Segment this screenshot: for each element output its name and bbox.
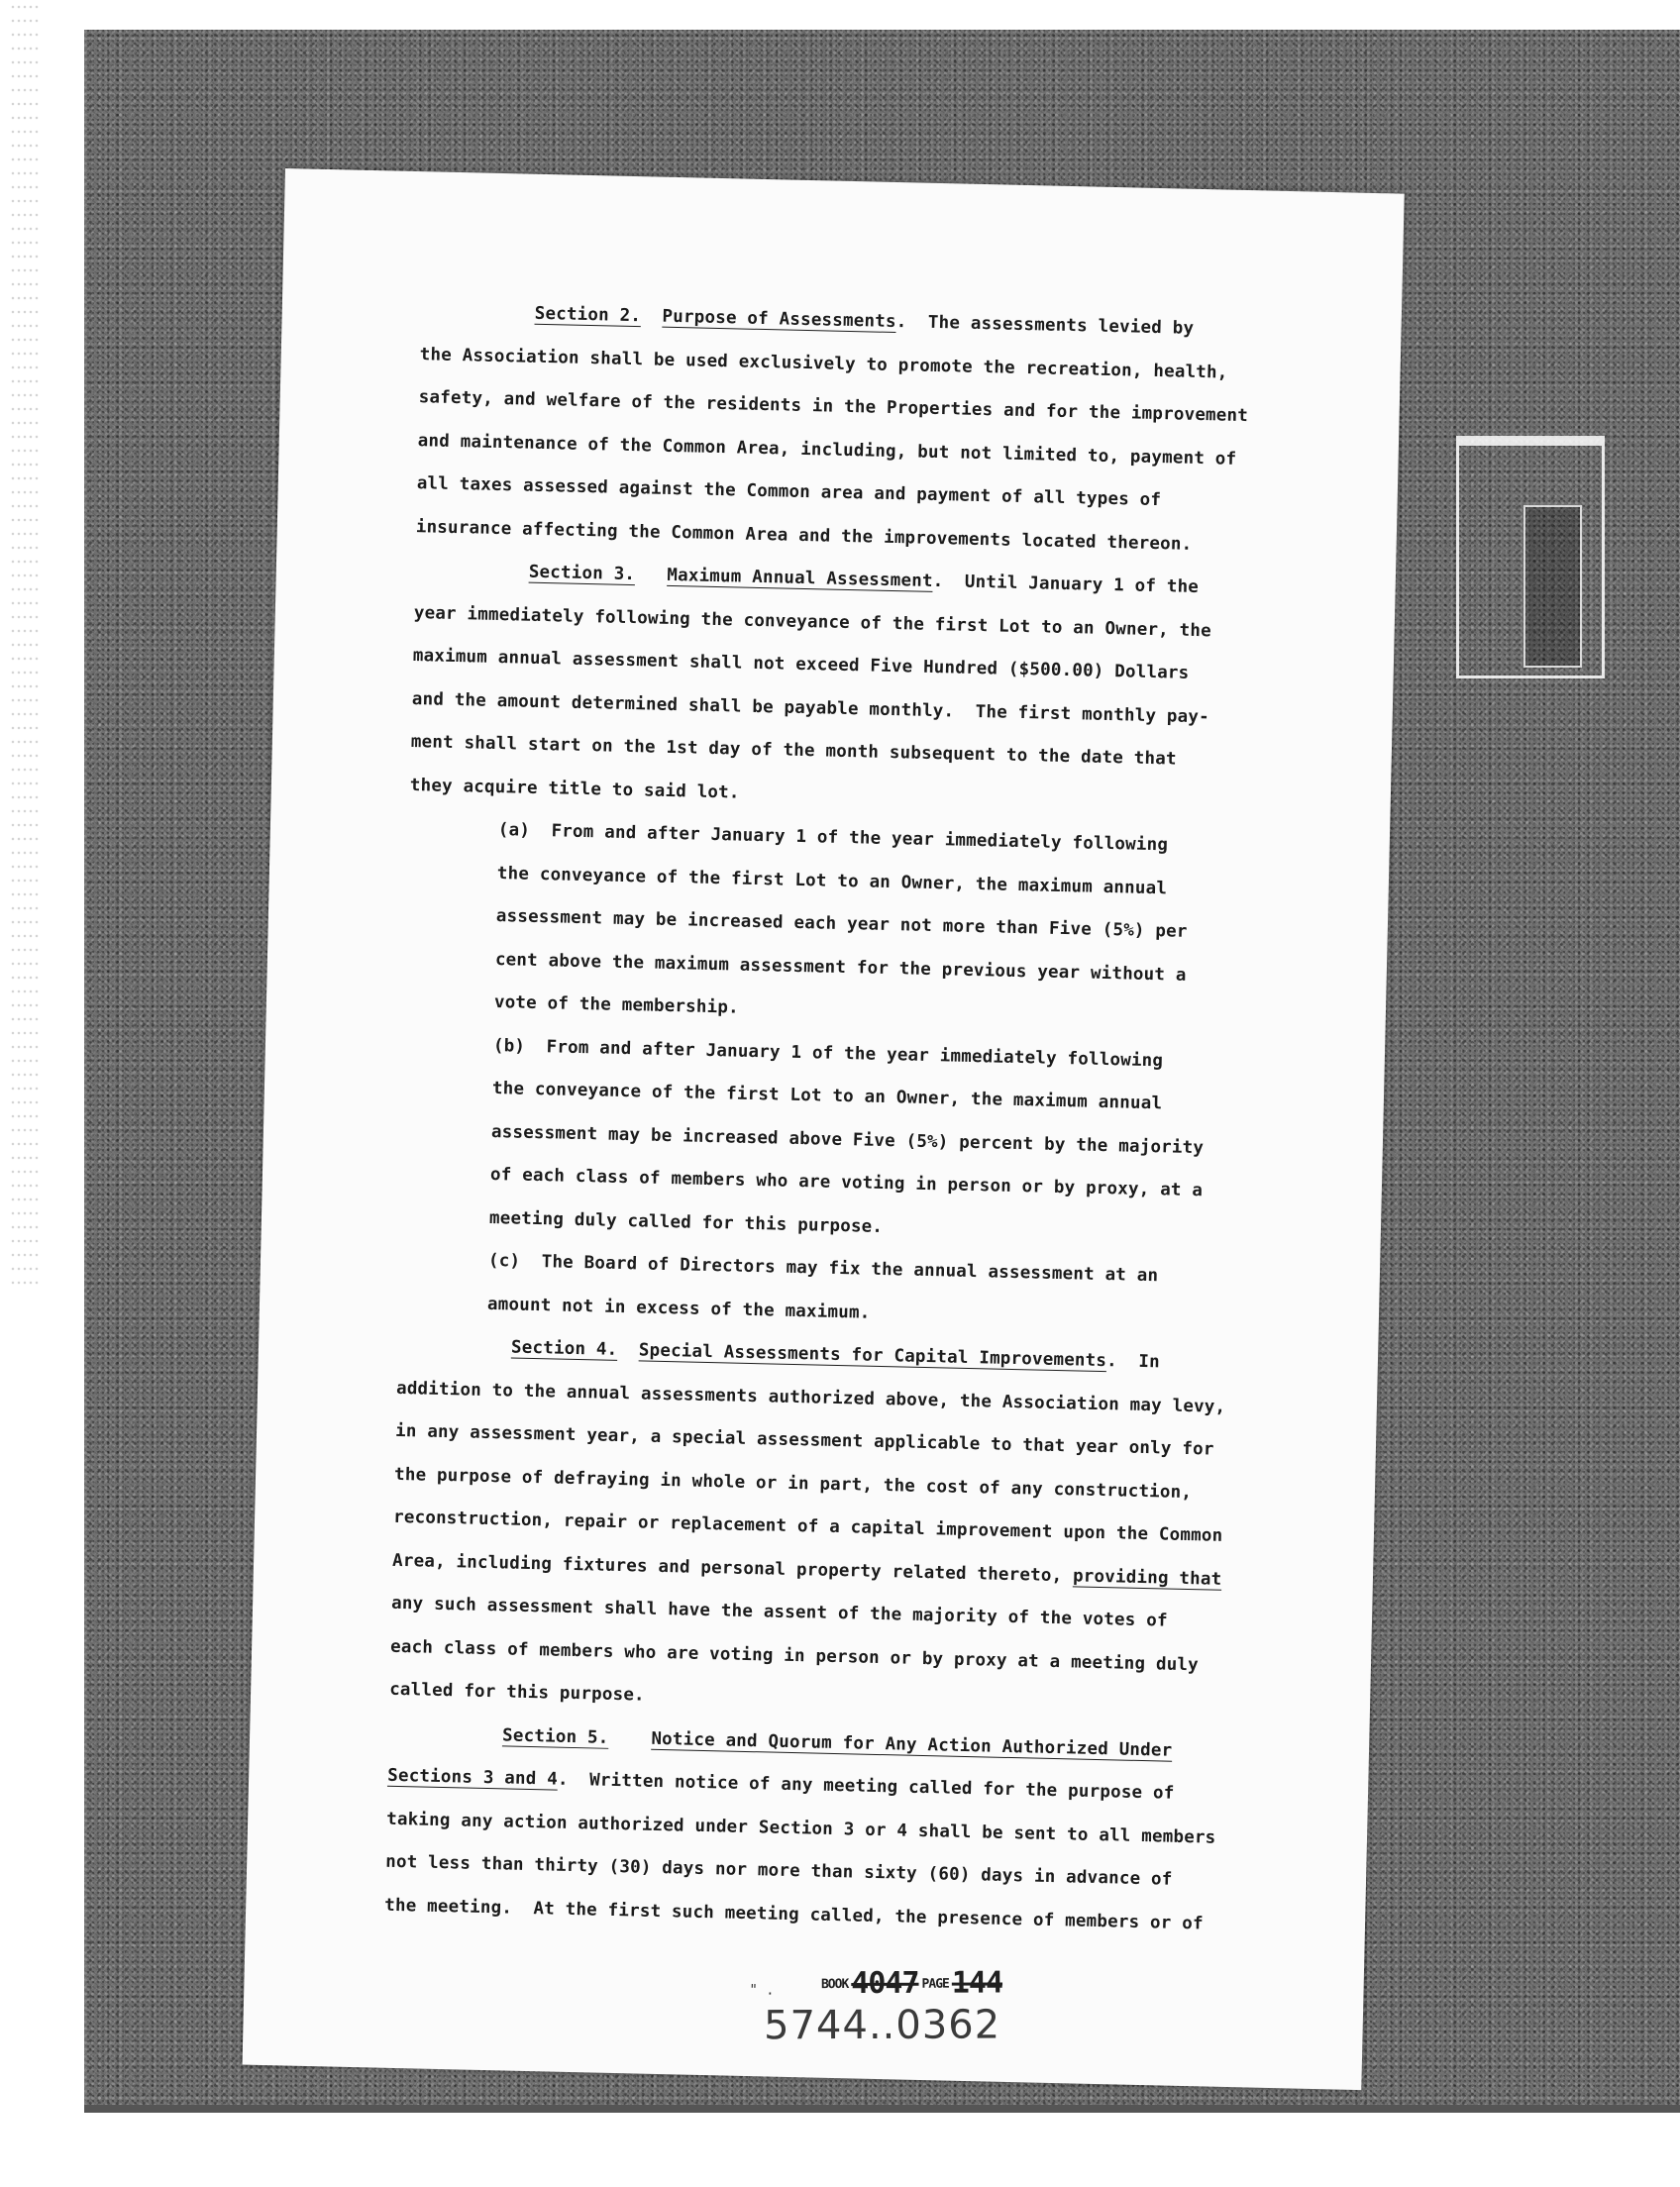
line-text: they acquire title to said lot. [409,775,740,803]
line-text: the conveyance of the first Lot to an Owner, the maximum annual [491,1078,1163,1114]
line-text [608,1727,651,1748]
line-text: vote of the membership. [493,992,740,1018]
line-text: year immediately following the conveyance of the first Lot to an Owner, the [413,602,1212,641]
line-text [617,1340,639,1360]
line-text [641,306,663,326]
line-text: . Until January 1 of the [932,571,1200,598]
page-number: 144 [951,1965,1003,2001]
document-body [384,290,1249,1945]
line-text: reconstruction, repair or replacement of a capital improvement upon the Common [392,1507,1223,1546]
line-text: the Association shall be used exclusively to promote the recreation, health, [419,344,1228,383]
line-text: . The assessments levied by [895,312,1195,339]
document-page [243,168,1405,2090]
book-label: BOOK [820,1977,849,1993]
line-text: all taxes assessed against the Common area and payment of all types of [416,473,1162,511]
underlined-text: Special Assessments for Capital Improvements [638,1340,1107,1372]
line-text: maximum annual assessment shall not exceed Five Hundred ($500.00) Dollars [412,646,1190,683]
line-text: . Written notice of any meeting called for the purpose of [557,1769,1175,1804]
underlined-text: Section 3. [528,562,636,585]
copy-edge [84,2105,1680,2113]
underlined-text: Section 2. [534,303,642,327]
line-text: of each class of members who are voting in person or by proxy, at a [489,1164,1204,1201]
line-text: not less than thirty (30) days nor more than sixty (60) days in advance of [385,1851,1173,1890]
line-text: called for this purpose. [388,1679,646,1706]
line-text: safety, and welfare of the residents in the Properties and for the improvement [418,387,1249,427]
underlined-text: providing that [1072,1565,1222,1590]
line-text: the meeting. At the first such meeting called, the presence of members or of [384,1895,1204,1933]
line-text: (b) From and after January 1 of the year immediately following [492,1035,1164,1071]
line-text: . In [1105,1351,1161,1373]
page-label: PAGE [921,1976,949,1992]
line-text: and maintenance of the Common Area, including, but not limited to, payment of [417,430,1237,469]
underlined-text: Section 4. [510,1337,618,1360]
line-text: meeting duly called for this purpose. [488,1207,884,1237]
line-text: the purpose of defraying in whole or in part, the cost of any construction, [393,1464,1193,1503]
line-text: assessment may be increased above Five (5%) percent by the majority [490,1121,1205,1158]
underlined-text: Notice and Quorum for Any Action Authorized Under [651,1728,1173,1761]
margin-specks [10,0,40,1288]
line-text: (c) The Board of Directors may fix the annual assessment at an [487,1250,1159,1287]
line-text: each class of members who are voting in person or by proxy at a meeting duly [389,1636,1200,1675]
line-text: the conveyance of the first Lot to an Owner, the maximum annual [496,863,1168,898]
underlined-text: Sections 3 and 4 [386,1765,559,1790]
document-number: 5744..0362 [764,2002,1001,2049]
book-page-reference [818,1965,1002,2001]
line-text: cent above the maximum assessment for the previous year without a [494,949,1187,986]
line-text: ment shall start on the 1st day of the month subsequent to the date that [410,732,1177,770]
line-text: Area, including fixtures and personal property related thereto, [391,1550,1074,1586]
clip-inner [1523,505,1582,668]
book-number: 4047 [851,1965,919,2002]
recording-stamp [764,1965,1003,2049]
underlined-text: Maximum Annual Assessment [667,565,933,591]
line-text: any such assessment shall have the assent of the majority of the votes of [390,1593,1168,1631]
line-text: amount not in excess of the maximum. [486,1294,871,1323]
line-text: addition to the annual assessments authorized above, the Association may levy, [395,1378,1226,1417]
ink-speck: " . [749,1982,775,1999]
line-text: in any assessment year, a special assessment applicable to that year only for [394,1420,1214,1460]
underlined-text: Section 5. [501,1724,609,1748]
line-text [635,565,668,585]
line-text: insurance affecting the Common Area and the improvements located thereon. [415,516,1193,555]
line-text: (a) From and after January 1 of the year immediately following [497,820,1169,856]
binder-clip-artifact [1456,436,1605,678]
underlined-text: Purpose of Assessments [662,306,896,333]
line-text: assessment may be increased each year not more than Five (5%) per [495,906,1188,942]
line-text: and the amount determined shall be payable monthly. The first monthly pay- [411,688,1210,727]
line-text: taking any action authorized under Section 3 or 4 shall be sent to all members [385,1809,1216,1848]
